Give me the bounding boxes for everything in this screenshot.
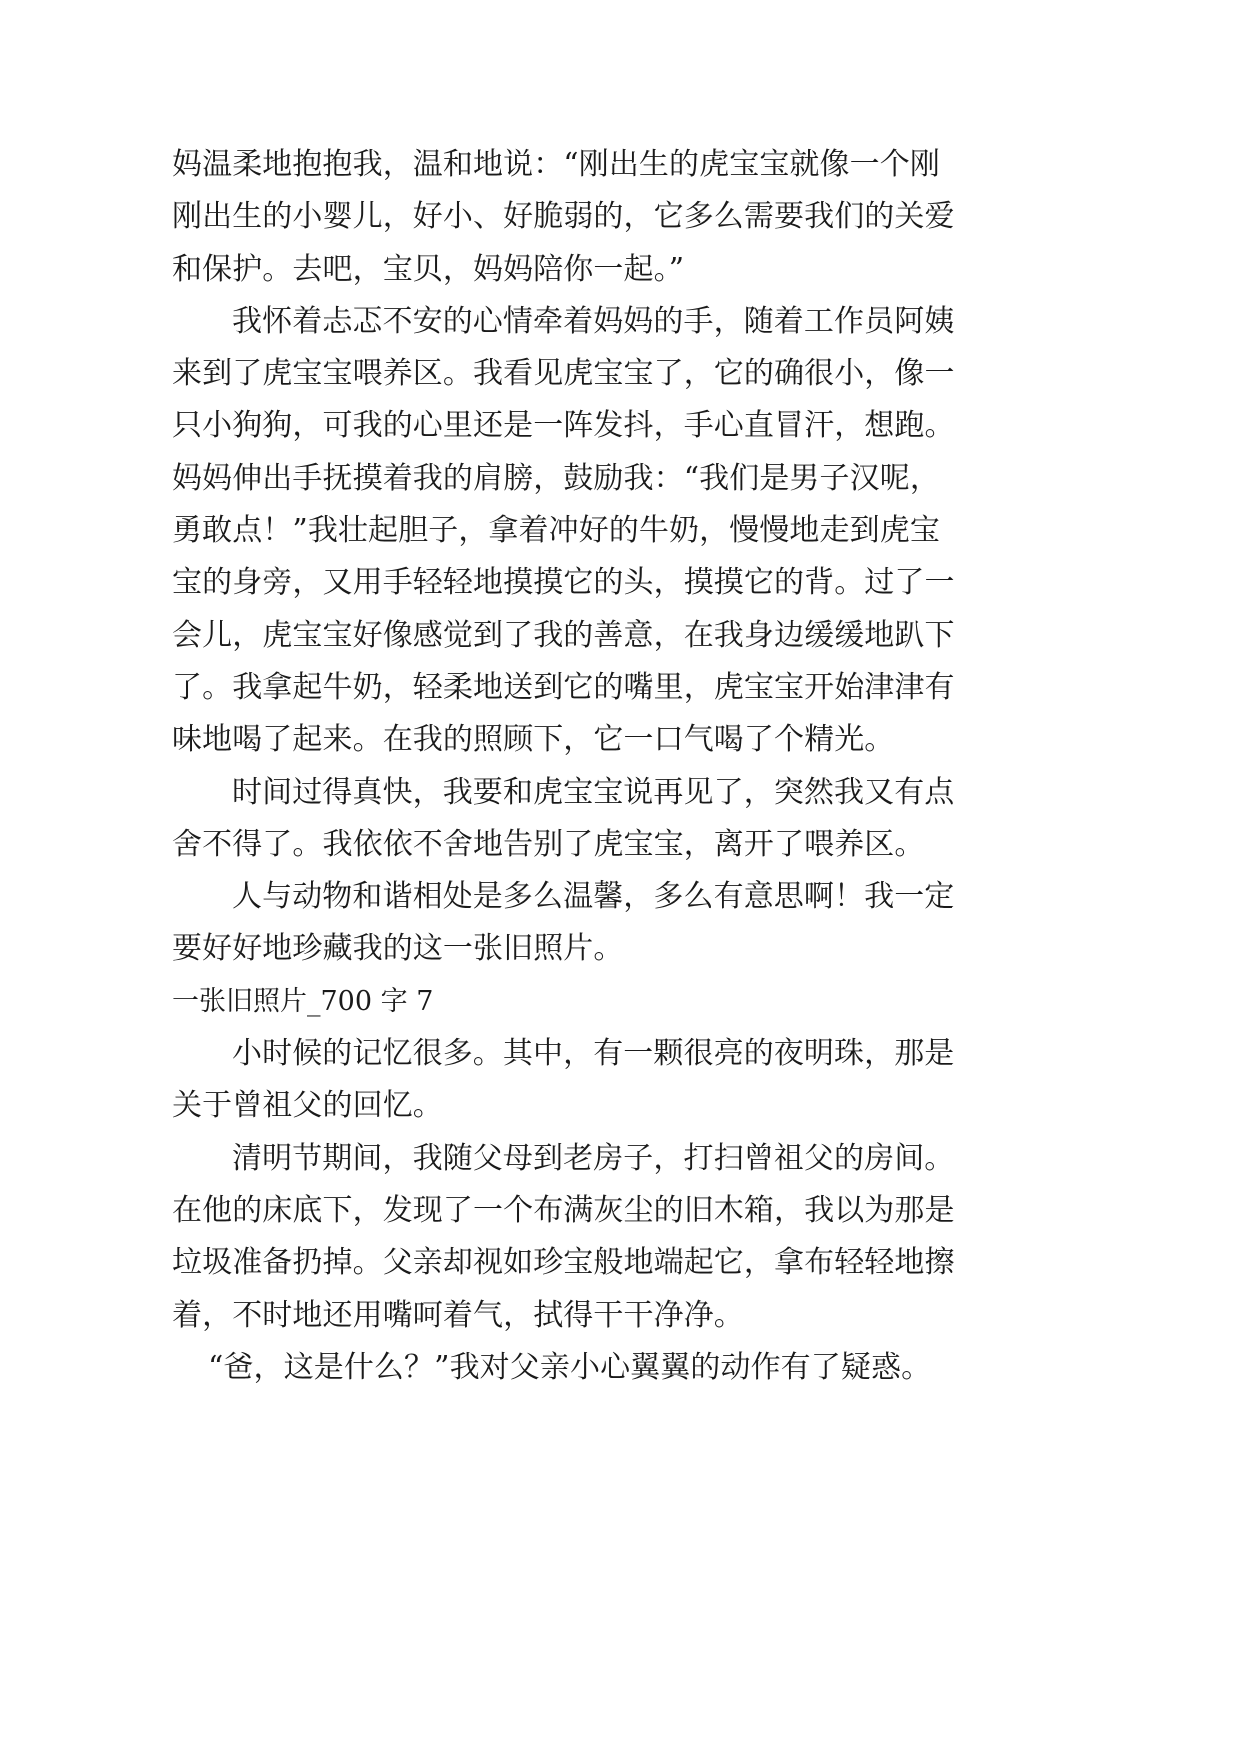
paragraph (172, 1342, 972, 1394)
text-line: 妈妈伸出手抚摸着我的肩膀，鼓励我：“我们是男子汉呢， (172, 460, 940, 496)
text-line: 时间过得真快，我要和虎宝宝说再见了，突然我又有点 (232, 774, 955, 810)
section-heading: 一张旧照片_700 字 7 (172, 985, 434, 1017)
text-line: 和保护。去吧，宝贝，妈妈陪你一起。” (172, 251, 685, 287)
text-line: 刚出生的小婴儿，好小、好脆弱的，它多么需要我们的关爱 (172, 199, 955, 235)
text-line: 会儿，虎宝宝好像感觉到了我的善意，在我身边缓缓地趴下 (172, 617, 955, 653)
text-column (172, 139, 972, 1394)
text-line: 关于曾祖父的回忆。 (172, 1088, 443, 1124)
text-line: 妈温柔地抱抱我，温和地说：“刚出生的虎宝宝就像一个刚 (172, 147, 940, 182)
text-line: 来到了虎宝宝喂养区。我看见虎宝宝了，它的确很小，像一 (172, 356, 955, 392)
text-line: 小时候的记忆很多。其中，有一颗很亮的夜明珠，那是 (232, 1036, 955, 1072)
text-line: “爸，这是什么？”我对父亲小心翼翼的动作有了疑惑。 (208, 1349, 932, 1385)
text-line: 在他的床底下，发现了一个布满灰尘的旧木箱，我以为那是 (172, 1192, 955, 1228)
text-line: 味地喝了起来。在我的照顾下，它一口气喝了个精光。 (172, 722, 895, 758)
paragraph (172, 767, 972, 872)
paragraph (172, 1133, 972, 1342)
paragraph (172, 139, 972, 296)
text-line: 要好好地珍藏我的这一张旧照片。 (172, 931, 624, 967)
text-line: 了。我拿起牛奶，轻柔地送到它的嘴里，虎宝宝开始津津有 (172, 669, 955, 705)
text-line: 只小狗狗，可我的心里还是一阵发抖，手心直冒汗，想跑。 (172, 408, 955, 444)
text-line: 勇敢点！”我壮起胆子，拿着冲好的牛奶，慢慢地走到虎宝 (172, 513, 940, 549)
text-line: 着，不时地还用嘴呵着气，拭得干干净净。 (172, 1297, 744, 1333)
paragraph (172, 871, 972, 976)
text-line: 人与动物和谐相处是多么温馨，多么有意思啊！我一定 (232, 879, 955, 915)
text-line: 舍不得了。我依依不舍地告别了虎宝宝，离开了喂养区。 (172, 826, 925, 862)
text-line: 我怀着忐忑不安的心情牵着妈妈的手，随着工作员阿姨 (232, 303, 955, 339)
paragraph (172, 1028, 972, 1133)
paragraph (172, 296, 972, 767)
text-line: 清明节期间，我随父母到老房子，打扫曾祖父的房间。 (232, 1140, 955, 1176)
text-line: 宝的身旁，又用手轻轻地摸摸它的头，摸摸它的背。过了一 (172, 565, 955, 601)
text-line: 垃圾准备扔掉。父亲却视如珍宝般地端起它，拿布轻轻地擦 (172, 1245, 955, 1281)
